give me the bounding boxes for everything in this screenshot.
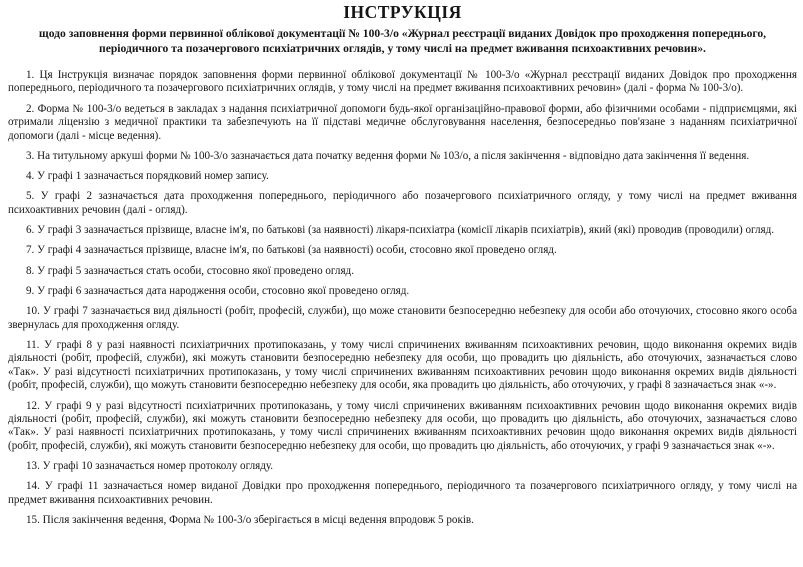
paragraph-5: 5. У графі 2 зазначається дата проходження попереднього, періодичного або позачергового психіатричного огляду, у тому числі на предмет вживання психоактивних речовин (далі - огляд). xyxy=(8,190,797,216)
document-subtitle: щодо заповнення форми первинної облікової документації № 100-3/о «Журнал реєстрації виданих Довідок про проходження попереднього, періодичного та позачергового психіатричних оглядів, у тому числі на предмет вживання психоактивних речовин». xyxy=(38,27,767,55)
paragraph-1: 1. Ця Інструкція визначає порядок заповнення форми первинної облікової документації № 100-3/о «Журнал реєстрації виданих Довідок про проходження попереднього, періодичного та позачергового психіатричних оглядів, у тому числі на предмет вживання психоактивних речовин» (далі - форма № 100-3/о). xyxy=(8,69,797,95)
paragraph-3: 3. На титульному аркуші форми № 100-3/о зазначається дата початку ведення форми № 103/о, а після закінчення - відповідно дата закінчення її ведення. xyxy=(26,149,750,162)
paragraph-13: 13. У графі 10 зазначається номер протоколу огляду. xyxy=(26,460,274,473)
paragraph-8: 8. У графі 5 зазначається стать особи, стосовно якої проведено огляд. xyxy=(26,264,354,277)
paragraph-7: 7. У графі 4 зазначається прізвище, власне ім'я, по батькові (за наявності) особи, стосовно якої проведено огляд. xyxy=(26,244,557,257)
document-title: ІНСТРУКЦІЯ xyxy=(343,2,462,22)
paragraph-12: 12. У графі 9 у разі відсутності психіатричних протипоказань, у тому числі спричинених вживанням психоактивних речовин щодо виконання окремих видів діяльності (робіт, професій, служби), які можуть становити безпосередню небезпеку для особи, що провадить цю діяльність, або оточуючих, зазначається слово «Так». У разі наявності психіатричних протипоказань, у тому числі спричинених вживанням психоактивних речовин щодо виконання окремих видів діяльності (робіт, професій, служби), які можуть становити безпосередню небезпеку для особи, що провадить цю діяльність, або оточуючих, у графі 9 зазначається знак «-». xyxy=(8,399,797,452)
paragraph-14: 14. У графі 11 зазначається номер виданої Довідки про проходження попереднього, періодичного та позачергового психіатричного огляду, у тому числі на предмет вживання психоактивних речовин. xyxy=(8,480,797,506)
paragraph-15: 15. Після закінчення ведення, Форма № 100-3/о зберігається в місці ведення впродовж 5 років. xyxy=(26,514,474,527)
paragraph-6: 6. У графі 3 зазначається прізвище, власне ім'я, по батькові (за наявності) лікаря-психіатра (комісії лікарів психіатрів), який (які) проводив (проводили) огляд. xyxy=(26,224,775,237)
paragraph-9: 9. У графі 6 зазначається дата народження особи, стосовно якої проведено огляд. xyxy=(26,285,410,297)
paragraph-2: 2. Форма № 100-3/о ведеться в закладах з надання психіатричної допомоги будь-якої організаційно-правової форми, або фізичними особами - підприємцями, які отримали ліцензію з медичної практики та забезпечують на її підставі медичне обслуговування населення, безпосередньо пов'язане з наданням психіатричної допомоги (далі - місце ведення). xyxy=(8,102,797,142)
paragraph-4: 4. У графі 1 зазначається порядковий номер запису. xyxy=(26,170,269,183)
paragraph-10: 10. У графі 7 зазначається вид діяльності (робіт, професій, служби), що може становити безпосередню небезпеку для особи або оточуючих, стосовно якого особа звернулась для проходження огляду. xyxy=(8,305,797,331)
paragraph-11: 11. У графі 8 у разі наявності психіатричних протипоказань, у тому числі спричинених вживанням психоактивних речовин, щодо виконання окремих видів діяльності (робіт, професій, служби), які можуть становити безпосередню небезпеку для особи, що провадить цю діяльність, або оточуючих, зазначається слово «Так». У разі відсутності психіатричних протипоказань, у тому числі спричинених вживанням психоактивних речовин щодо виконання окремих видів діяльності (робіт, професій, служби), що можуть становити безпосередню небезпеку для особи, яка провадить цю діяльність, або оточуючих, у графі 8 зазначається знак «-». xyxy=(8,339,797,392)
